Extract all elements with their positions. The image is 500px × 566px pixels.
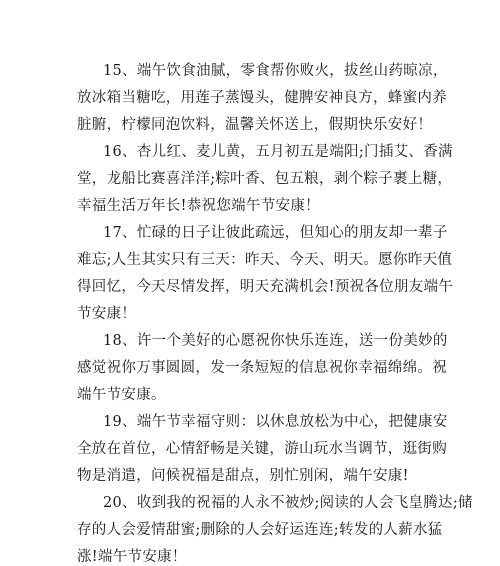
paragraph-line: 端午节安康。 [77, 387, 166, 403]
paragraph-line: 物是消遣，问候祝福是甜点，别忙别闲，端午安康! [77, 468, 409, 484]
paragraph-line: 全放在首位，心情舒畅是关键，游山玩水当调节，逛街购 [77, 441, 447, 457]
paragraph-line: 难忘;人生其实只有三天：昨天、今天、明天。愿你昨天值 [77, 252, 453, 268]
paragraph-line: 19、端午节幸福守则：以休息放松为中心，把健康安 [103, 414, 448, 430]
paragraph-line: 感觉祝你万事圆圆，发一条短短的信息祝你幸福绵绵。祝 [77, 360, 447, 376]
paragraph-line: 存的人会爱情甜蜜;删除的人会好运连连;转发的人薪水猛 [77, 522, 443, 538]
paragraph-line: 17、忙碌的日子让彼此疏远，但知心的朋友却一辈子 [103, 225, 448, 241]
paragraph-line: 脏腑，柠檬同泡饮料，温馨关怀送上，假期快乐安好！ [77, 117, 433, 133]
paragraph-line: 20、收到我的祝福的人永不被炒;阅读的人会飞皇腾达;储 [103, 495, 473, 511]
paragraph-line: 涨!端午节安康！ [77, 549, 187, 565]
paragraph-line: 得回忆，今天尽情发挥，明天充满机会!预祝各位朋友端午 [77, 279, 454, 295]
paragraph-line: 堂，龙船比赛喜洋洋;粽叶香、包五粮，剥个粽子裹上糖， [77, 171, 453, 187]
paragraph-line: 放冰箱当糖吃，用莲子蒸馒头，健脾安神良方，蜂蜜内养 [77, 90, 447, 106]
paragraph-line: 16、杏儿红、麦儿黄，五月初五是端阳;门插艾、香满 [103, 144, 453, 160]
paragraph-line: 18、许一个美好的心愿祝你快乐连连，送一份美妙的 [103, 333, 448, 349]
paragraph-line: 15、端午饮食油腻，零食帮你败火，拔丝山药晾凉， [103, 63, 448, 79]
paragraph-line: 节安康！ [77, 306, 137, 322]
paragraph-line: 幸福生活万年长!恭祝您端午节安康！ [77, 198, 320, 214]
